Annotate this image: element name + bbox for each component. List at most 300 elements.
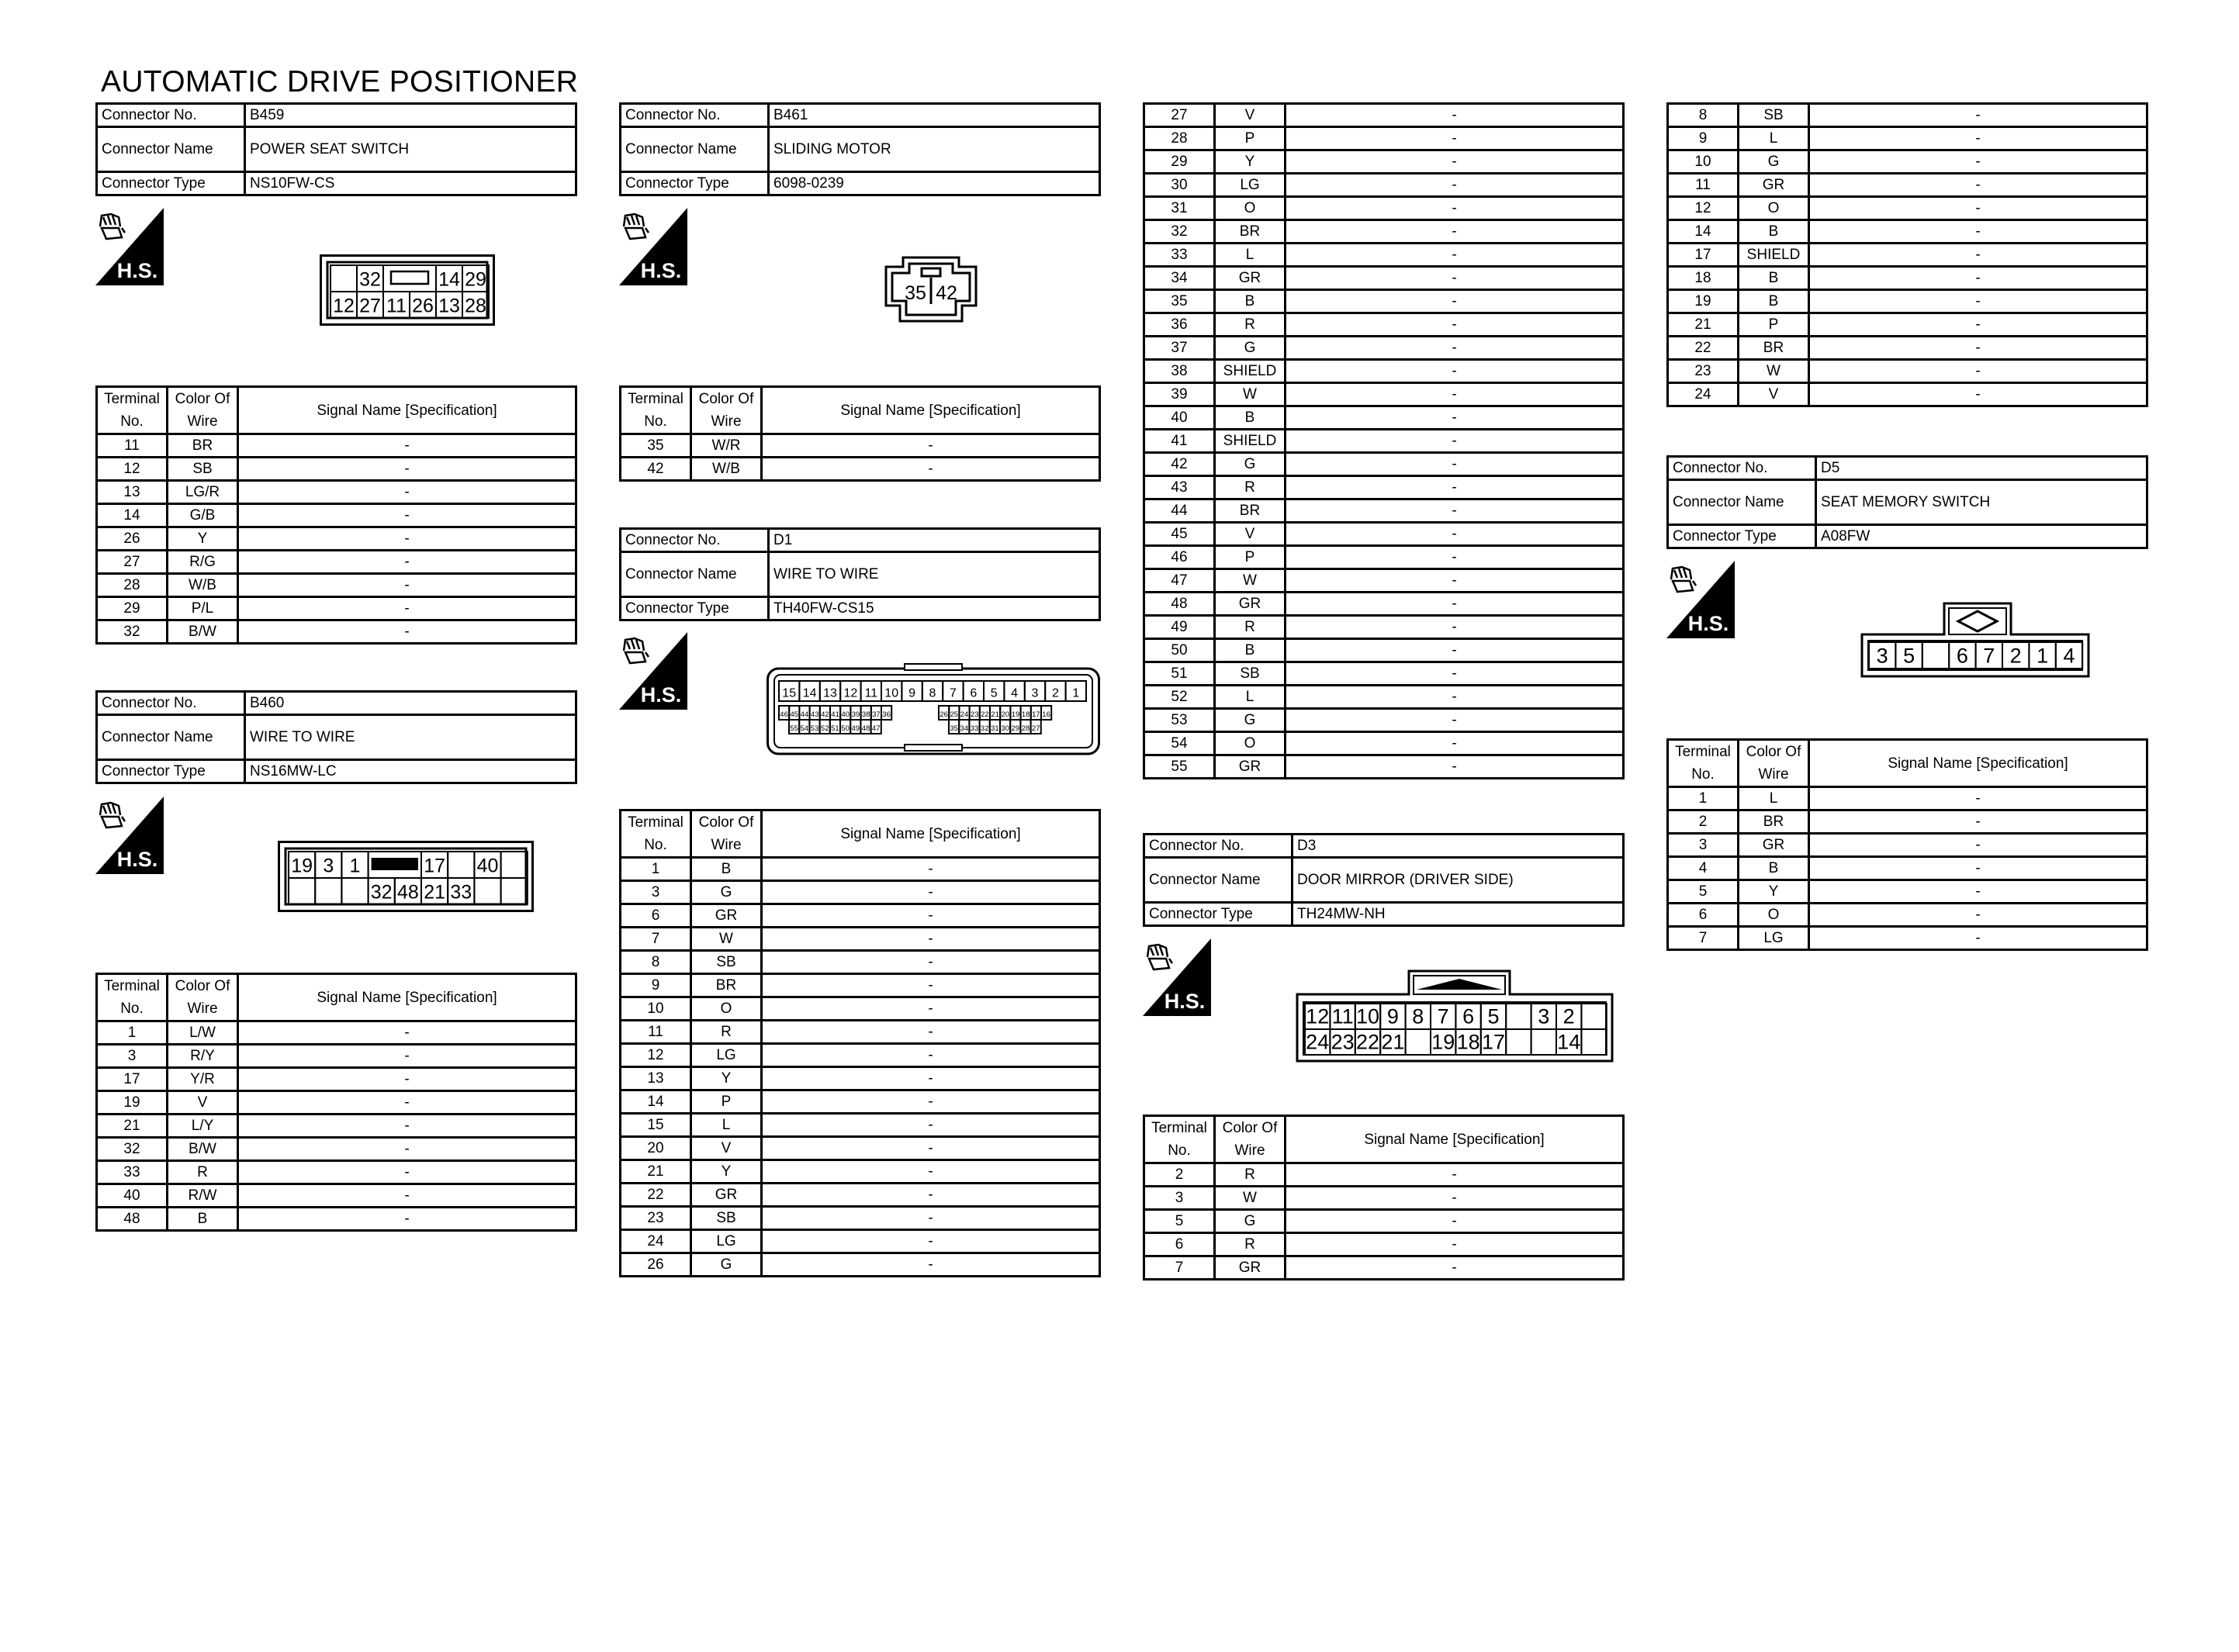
wire-color: R/G: [168, 551, 238, 574]
signal-name: -: [762, 1160, 1100, 1184]
connector-name-value: SEAT MEMORY SWITCH: [1816, 480, 2147, 525]
header-signal-name: Signal Name [Specification]: [1809, 740, 2147, 787]
table-row: [97, 551, 576, 574]
table-row: [621, 434, 1100, 458]
terminal-no: 42: [1144, 453, 1215, 476]
header-color-of-wire: Color Of Wire: [1739, 740, 1809, 787]
table-row: [621, 1044, 1100, 1067]
table-row: [1144, 662, 1624, 686]
wire-color: BR: [1215, 220, 1286, 244]
wire-color: SB: [691, 951, 762, 974]
table-row: [97, 1138, 576, 1161]
pin-label: 26: [940, 710, 948, 720]
wire-color: R: [1215, 1233, 1286, 1256]
signal-name: -: [1286, 150, 1624, 174]
hs-badge-icon: [619, 632, 687, 710]
table-row: [1144, 313, 1624, 337]
pin-label: 43: [810, 710, 819, 720]
wire-color: B: [1739, 267, 1809, 290]
signal-name: -: [762, 1137, 1100, 1160]
terminal-no: 8: [1668, 104, 1739, 127]
table-row: [1144, 267, 1624, 290]
connector-b459-info: [95, 102, 577, 196]
table-row: [621, 1160, 1100, 1184]
pin-label: 32: [370, 881, 393, 904]
wire-color: B: [168, 1208, 238, 1231]
signal-name: -: [1809, 360, 2147, 383]
pin-label: 6: [1462, 1004, 1475, 1028]
pin-label: 39: [851, 710, 860, 720]
pin-label: 42: [936, 282, 957, 304]
table-row: [1144, 174, 1624, 197]
pin-label: 10: [1355, 1004, 1380, 1028]
header-color-of-wire: Color Of Wire: [691, 387, 762, 434]
terminal-no: 22: [1668, 337, 1739, 360]
header-signal-name: Signal Name [Specification]: [762, 387, 1100, 434]
wire-color: BR: [1739, 337, 1809, 360]
label-connector-type: Connector Type: [97, 172, 245, 195]
label-connector-name: Connector Name: [97, 715, 245, 760]
table-row: [621, 1067, 1100, 1090]
wire-color: Y: [1739, 880, 1809, 904]
connector-name-value: SLIDING MOTOR: [769, 127, 1100, 172]
signal-name: -: [1286, 709, 1624, 732]
table-row: [1144, 290, 1624, 313]
table-row: [1144, 360, 1624, 383]
pin-label: 51: [831, 724, 839, 734]
wire-color: GR: [1739, 834, 1809, 857]
terminal-no: 51: [1144, 662, 1215, 686]
wire-color: L/W: [168, 1021, 238, 1045]
pin-label: 40: [476, 855, 499, 877]
label-connector-no: Connector No.: [621, 529, 769, 552]
wire-color: GR: [1215, 755, 1286, 779]
table-row: [1668, 834, 2147, 857]
signal-name: -: [762, 997, 1100, 1021]
wire-color: LG: [691, 1230, 762, 1253]
wire-color: V: [1739, 383, 1809, 406]
signal-name: -: [1286, 337, 1624, 360]
signal-name: -: [1286, 127, 1624, 150]
wire-color: V: [1215, 523, 1286, 546]
wire-color: W: [691, 928, 762, 951]
table-row: [1144, 337, 1624, 360]
table-row: [1668, 220, 2147, 244]
header-color-of-wire: Color Of Wire: [168, 387, 238, 434]
wire-color: Y: [691, 1067, 762, 1090]
wire-color: SHIELD: [1215, 430, 1286, 453]
table-row: [97, 620, 576, 644]
signal-name: -: [762, 1114, 1100, 1137]
terminal-no: 29: [1144, 150, 1215, 174]
table-row: [621, 1230, 1100, 1253]
header-terminal-no: Terminal No.: [621, 810, 691, 858]
pin-label: 33: [970, 724, 979, 734]
terminal-table-b460: [95, 973, 577, 1232]
wire-color: R: [691, 1021, 762, 1044]
pin-label: 24: [960, 710, 969, 720]
terminal-no: 47: [1144, 569, 1215, 593]
wire-color: SB: [1739, 104, 1809, 127]
terminal-no: 48: [1144, 593, 1215, 616]
signal-name: -: [1286, 523, 1624, 546]
wire-color: O: [1215, 197, 1286, 220]
table-row: [1144, 104, 1624, 127]
pin-label: 7: [1437, 1004, 1449, 1028]
wire-color: Y: [1215, 150, 1286, 174]
label-connector-type: Connector Type: [621, 597, 769, 620]
table-row: [1668, 337, 2147, 360]
terminal-no: 7: [621, 928, 691, 951]
header-color-of-wire: Color Of Wire: [691, 810, 762, 858]
connector-type-value: NS16MW-LC: [245, 760, 576, 783]
pin-label: 29: [1011, 724, 1020, 734]
table-row: [621, 458, 1100, 481]
pin-label: 2: [1562, 1004, 1575, 1028]
pin-label: 49: [851, 724, 860, 734]
terminal-no: 55: [1144, 755, 1215, 779]
terminal-no: 11: [621, 1021, 691, 1044]
pin-label: 7: [1983, 644, 1995, 668]
pin-label: 7: [949, 686, 957, 700]
terminal-table-d1: [619, 809, 1101, 1277]
wire-color: G: [1215, 337, 1286, 360]
signal-name: -: [238, 458, 576, 481]
pin-label: 55: [790, 724, 798, 734]
signal-name: -: [238, 1068, 576, 1091]
terminal-no: 10: [1668, 150, 1739, 174]
terminal-no: 24: [621, 1230, 691, 1253]
table-row: [1668, 904, 2147, 927]
table-row: [1668, 197, 2147, 220]
terminal-no: 13: [97, 481, 168, 504]
wire-color: R: [168, 1161, 238, 1184]
table-row: [1144, 499, 1624, 523]
terminal-no: 7: [1144, 1256, 1215, 1280]
table-row: [1668, 360, 2147, 383]
wire-color: GR: [1215, 267, 1286, 290]
pin-label: 23: [1331, 1030, 1355, 1054]
header-terminal-no: Terminal No.: [97, 974, 168, 1021]
pin-label: 27: [359, 295, 381, 317]
table-row: [1668, 810, 2147, 834]
label-connector-name: Connector Name: [621, 127, 769, 172]
terminal-no: 14: [97, 504, 168, 527]
hs-label: H.S.: [640, 683, 682, 707]
pin-label: 20: [1001, 710, 1010, 720]
terminal-no: 27: [1144, 104, 1215, 127]
pin-label: 21: [1381, 1030, 1405, 1054]
wire-color: L: [1739, 787, 1809, 810]
page-title: AUTOMATIC DRIVE POSITIONER: [101, 65, 579, 98]
connector-no-value: D5: [1816, 457, 2147, 480]
header-signal-name: Signal Name [Specification]: [762, 810, 1100, 858]
signal-name: -: [1286, 1233, 1624, 1256]
pin-label: 54: [800, 724, 809, 734]
pin-label: 14: [1557, 1030, 1581, 1054]
terminal-no: 5: [1668, 880, 1739, 904]
table-row: [621, 1184, 1100, 1207]
table-row: [1668, 290, 2147, 313]
wire-color: B: [1739, 857, 1809, 880]
signal-name: -: [1809, 834, 2147, 857]
header-terminal-no: Terminal No.: [1668, 740, 1739, 787]
signal-name: -: [762, 881, 1100, 904]
connector-d3-info: [1143, 833, 1625, 927]
signal-name: -: [238, 1184, 576, 1208]
wire-color: B: [691, 858, 762, 881]
pin-label: 44: [800, 710, 809, 720]
signal-name: -: [1286, 639, 1624, 662]
signal-name: -: [238, 1021, 576, 1045]
connector-type-value: TH24MW-NH: [1293, 903, 1624, 926]
pin-label: 2: [2009, 644, 2022, 668]
wire-color: L: [1215, 686, 1286, 709]
pin-label: 3: [1876, 644, 1888, 668]
table-row: [1144, 197, 1624, 220]
wire-color: B/W: [168, 620, 238, 644]
wire-color: LG: [1215, 174, 1286, 197]
pin-label: 27: [1031, 724, 1040, 734]
pin-label: 19: [291, 855, 313, 877]
wire-color: V: [691, 1137, 762, 1160]
terminal-no: 36: [1144, 313, 1215, 337]
terminal-no: 20: [621, 1137, 691, 1160]
terminal-no: 32: [97, 1138, 168, 1161]
wire-color: G/B: [168, 504, 238, 527]
terminal-no: 35: [621, 434, 691, 458]
table-row: [1668, 267, 2147, 290]
wire-color: SB: [1215, 662, 1286, 686]
table-row: [1144, 244, 1624, 267]
signal-name: -: [1809, 220, 2147, 244]
terminal-no: 6: [1144, 1233, 1215, 1256]
pin-label: 16: [1042, 710, 1050, 720]
table-row: [1668, 787, 2147, 810]
wire-color: Y/R: [168, 1068, 238, 1091]
pin-label: 34: [960, 724, 969, 734]
signal-name: -: [1286, 430, 1624, 453]
label-connector-no: Connector No.: [1144, 835, 1293, 858]
table-row: [1668, 244, 2147, 267]
signal-name: -: [762, 434, 1100, 458]
wire-color: R/W: [168, 1184, 238, 1208]
wire-color: V: [1215, 104, 1286, 127]
label-connector-no: Connector No.: [97, 104, 245, 127]
terminal-no: 3: [1144, 1187, 1215, 1210]
table-row: [621, 1090, 1100, 1114]
signal-name: -: [1809, 267, 2147, 290]
signal-name: -: [1286, 662, 1624, 686]
terminal-no: 19: [1668, 290, 1739, 313]
terminal-no: 11: [97, 434, 168, 458]
terminal-no: 24: [1668, 383, 1739, 406]
signal-name: -: [1809, 104, 2147, 127]
pin-label: 3: [1031, 686, 1039, 700]
connector-name-value: POWER SEAT SWITCH: [245, 127, 576, 172]
terminal-table-d1-continued: [1143, 102, 1625, 779]
signal-name: -: [762, 1067, 1100, 1090]
signal-name: -: [1809, 127, 2147, 150]
wire-color: W/R: [691, 434, 762, 458]
wire-color: LG: [1739, 927, 1809, 950]
label-connector-type: Connector Type: [1668, 525, 1816, 548]
connector-type-value: 6098-0239: [769, 172, 1100, 195]
signal-name: -: [1286, 406, 1624, 430]
signal-name: -: [1809, 857, 2147, 880]
table-row: [1144, 453, 1624, 476]
wire-color: Y: [691, 1160, 762, 1184]
wire-color: GR: [1215, 593, 1286, 616]
connector-name-value: DOOR MIRROR (DRIVER SIDE): [1293, 858, 1624, 903]
table-row: [1144, 639, 1624, 662]
connector-name-value: WIRE TO WIRE: [769, 552, 1100, 597]
header-terminal-no: Terminal No.: [621, 387, 691, 434]
connector-b461-face: [881, 251, 981, 326]
terminal-no: 17: [1668, 244, 1739, 267]
terminal-no: 8: [621, 951, 691, 974]
pin-label: 45: [790, 710, 799, 720]
table-row: [1144, 732, 1624, 755]
terminal-no: 10: [621, 997, 691, 1021]
terminal-no: 18: [1668, 267, 1739, 290]
pin-label: 32: [980, 724, 989, 734]
table-row: [97, 527, 576, 551]
wire-color: B: [1215, 290, 1286, 313]
wire-color: O: [1215, 732, 1286, 755]
label-connector-no: Connector No.: [97, 692, 245, 715]
table-row: [621, 1253, 1100, 1277]
pin-label: 38: [861, 710, 870, 720]
connector-no-value: B459: [245, 104, 576, 127]
signal-name: -: [238, 434, 576, 458]
pin-label: 25: [950, 710, 959, 720]
table-row: [1144, 150, 1624, 174]
wire-color: SHIELD: [1215, 360, 1286, 383]
signal-name: -: [238, 1138, 576, 1161]
terminal-no: 14: [621, 1090, 691, 1114]
table-row: [1144, 383, 1624, 406]
pin-label: 23: [970, 710, 979, 720]
terminal-no: 23: [621, 1207, 691, 1230]
wire-color: GR: [1215, 1256, 1286, 1280]
pin-label: 1: [1072, 686, 1080, 700]
terminal-no: 21: [97, 1115, 168, 1138]
pin-label: 21: [991, 710, 999, 720]
pin-label: 42: [821, 710, 829, 720]
pin-label: 2: [1051, 686, 1059, 700]
signal-name: -: [1809, 337, 2147, 360]
pin-label: 28: [465, 295, 486, 317]
terminal-no: 54: [1144, 732, 1215, 755]
terminal-no: 40: [1144, 406, 1215, 430]
connector-no-value: B461: [769, 104, 1100, 127]
signal-name: -: [762, 974, 1100, 997]
signal-name: -: [238, 574, 576, 597]
table-row: [1668, 880, 2147, 904]
signal-name: -: [1809, 904, 2147, 927]
signal-name: -: [1809, 290, 2147, 313]
wire-color: G: [1739, 150, 1809, 174]
table-row: [97, 1045, 576, 1068]
terminal-no: 12: [621, 1044, 691, 1067]
hs-label: H.S.: [1164, 990, 1206, 1013]
terminal-no: 21: [1668, 313, 1739, 337]
terminal-no: 35: [1144, 290, 1215, 313]
terminal-no: 31: [1144, 197, 1215, 220]
wire-color: Y: [168, 527, 238, 551]
connector-type-value: TH40FW-CS15: [769, 597, 1100, 620]
pin-label: 37: [872, 710, 881, 720]
table-row: [1144, 476, 1624, 499]
table-row: [621, 1021, 1100, 1044]
wire-color: BR: [168, 434, 238, 458]
pin-label: 17: [1481, 1030, 1506, 1054]
table-row: [1668, 174, 2147, 197]
signal-name: -: [238, 551, 576, 574]
pin-label: 18: [1456, 1030, 1480, 1054]
pin-label: 12: [333, 295, 355, 317]
signal-name: -: [1286, 616, 1624, 639]
terminal-no: 37: [1144, 337, 1215, 360]
signal-name: -: [762, 1230, 1100, 1253]
table-row: [621, 1114, 1100, 1137]
hs-badge-icon: [1143, 938, 1211, 1016]
wire-color: W/B: [168, 574, 238, 597]
terminal-no: 11: [1668, 174, 1739, 197]
table-row: [1144, 1163, 1624, 1187]
pin-label: 26: [412, 295, 434, 317]
pin-label: 19: [1011, 710, 1020, 720]
table-row: [1668, 383, 2147, 406]
header-color-of-wire: Color Of Wire: [168, 974, 238, 1021]
signal-name: -: [1286, 267, 1624, 290]
pin-label: 1: [2037, 644, 2049, 668]
signal-name: -: [1286, 499, 1624, 523]
table-row: [621, 951, 1100, 974]
table-row: [1144, 1210, 1624, 1233]
signal-name: -: [238, 481, 576, 504]
wire-color: W: [1739, 360, 1809, 383]
pin-label: 52: [820, 724, 829, 734]
table-row: [1144, 523, 1624, 546]
terminal-no: 28: [97, 574, 168, 597]
connector-b460-info: [95, 690, 577, 784]
pin-label: 3: [1538, 1004, 1550, 1028]
wire-color: B/W: [168, 1138, 238, 1161]
pin-label: 35: [950, 724, 958, 734]
label-connector-no: Connector No.: [1668, 457, 1816, 480]
signal-name: -: [1809, 150, 2147, 174]
wire-color: R: [1215, 1163, 1286, 1187]
table-row: [1144, 546, 1624, 569]
terminal-no: 3: [97, 1045, 168, 1068]
terminal-no: 3: [621, 881, 691, 904]
wire-color: W/B: [691, 458, 762, 481]
pin-label: 1: [349, 855, 361, 877]
table-row: [1144, 755, 1624, 779]
terminal-no: 29: [97, 597, 168, 620]
pin-label: 5: [990, 686, 998, 700]
signal-name: -: [1286, 360, 1624, 383]
signal-name: -: [1286, 313, 1624, 337]
wire-color: P: [1215, 127, 1286, 150]
table-row: [97, 1208, 576, 1231]
pin-label: 11: [864, 686, 878, 700]
table-row: [97, 481, 576, 504]
wire-color: P: [691, 1090, 762, 1114]
signal-name: -: [1286, 755, 1624, 779]
